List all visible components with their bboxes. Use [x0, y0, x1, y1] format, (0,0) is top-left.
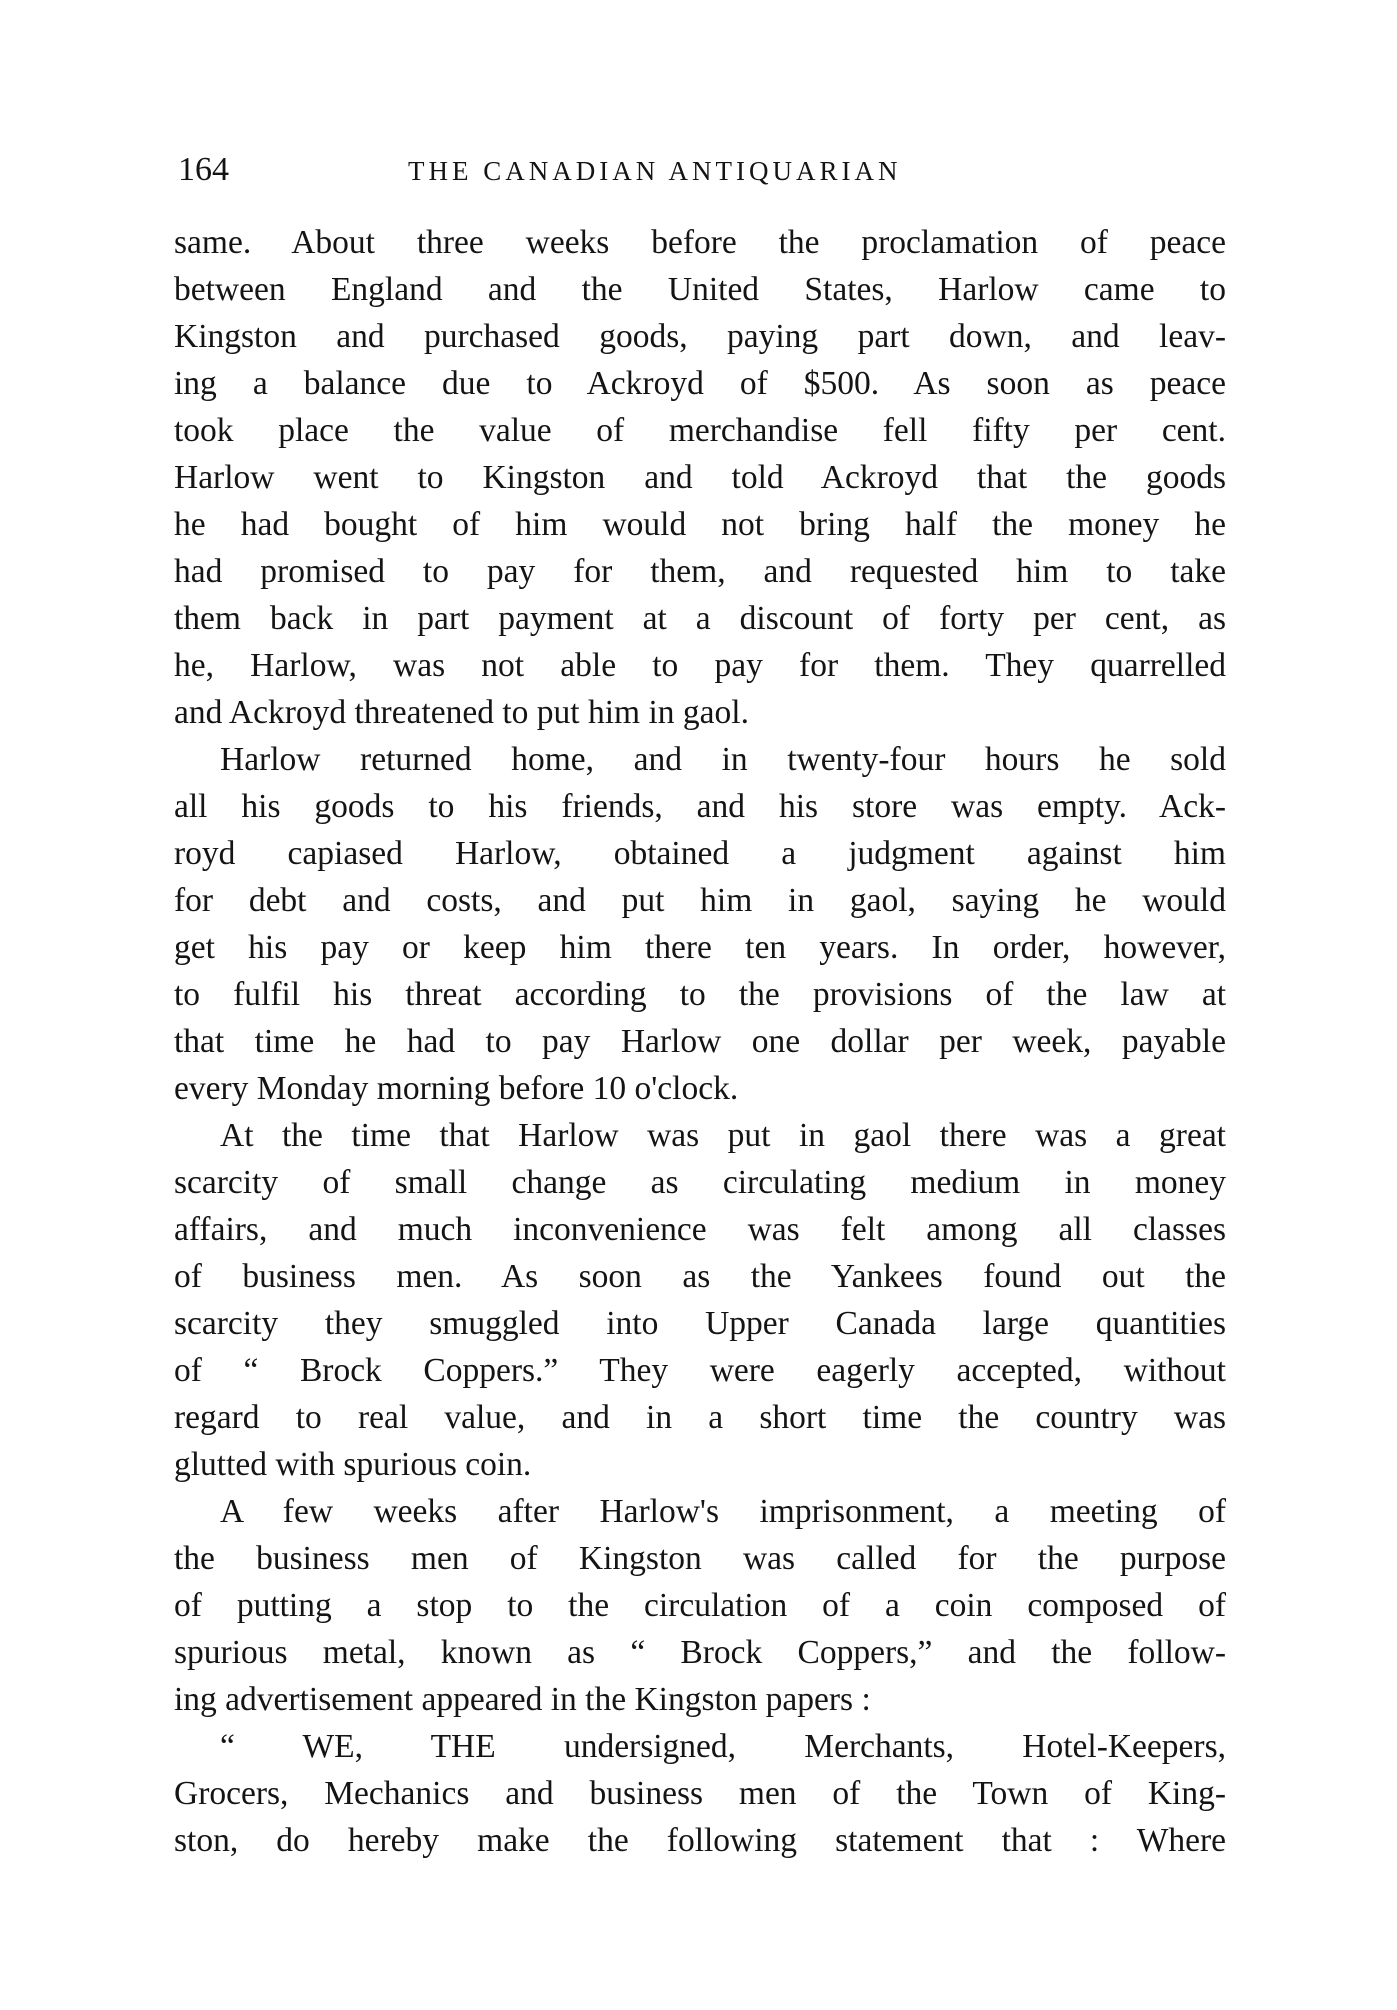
text-line: Kingston and purchased goods, paying part down, and leav-: [174, 318, 1226, 355]
page-number: 164: [178, 151, 229, 188]
text-line: of business men. As soon as the Yankees found out the: [174, 1258, 1226, 1295]
text-line: glutted with spurious coin.: [174, 1446, 532, 1483]
body-text: [174, 219, 1226, 1864]
text-line: ing a balance due to Ackroyd of $500. As soon as peace: [174, 365, 1226, 402]
text-line: get his pay or keep him there ten years. In order, however,: [174, 929, 1226, 966]
text-line: had promised to pay for them, and requested him to take: [174, 553, 1226, 590]
text-line: ston, do hereby make the following statement that : Where: [174, 1822, 1226, 1859]
text-line: that time he had to pay Harlow one dollar per week, payable: [174, 1023, 1226, 1060]
text-line: scarcity of small change as circulating medium in money: [174, 1164, 1226, 1201]
text-line: all his goods to his friends, and his store was empty. Ack-: [174, 788, 1226, 825]
text-line: of “ Brock Coppers.” They were eagerly accepted, without: [174, 1352, 1226, 1389]
running-head: [178, 150, 1228, 200]
text-line: them back in part payment at a discount of forty per cent, as: [174, 600, 1226, 637]
text-line: At the time that Harlow was put in gaol there was a great: [220, 1117, 1226, 1154]
journal-title: THE CANADIAN ANTIQUARIAN: [408, 156, 902, 186]
text-line: Grocers, Mechanics and business men of the Town of King-: [174, 1775, 1226, 1812]
text-line: regard to real value, and in a short time the country was: [174, 1399, 1226, 1436]
text-line: A few weeks after Harlow's imprisonment, a meeting of: [220, 1493, 1226, 1530]
text-line: Harlow returned home, and in twenty-four hours he sold: [220, 741, 1226, 778]
text-line: “ WE, THE undersigned, Merchants, Hotel-Keepers,: [220, 1728, 1226, 1765]
text-line: the business men of Kingston was called for the purpose: [174, 1540, 1226, 1577]
text-line: he, Harlow, was not able to pay for them. They quarrelled: [174, 647, 1226, 684]
text-line: affairs, and much inconvenience was felt among all classes: [174, 1211, 1226, 1248]
text-line: for debt and costs, and put him in gaol, saying he would: [174, 882, 1226, 919]
text-line: every Monday morning before 10 o'clock.: [174, 1070, 739, 1107]
text-line: of putting a stop to the circulation of a coin composed of: [174, 1587, 1226, 1624]
text-line: and Ackroyd threatened to put him in gaol.: [174, 694, 749, 731]
text-line: to fulfil his threat according to the provisions of the law at: [174, 976, 1226, 1013]
text-line: between England and the United States, Harlow came to: [174, 271, 1226, 308]
text-line: he had bought of him would not bring half the money he: [174, 506, 1226, 543]
text-line: scarcity they smuggled into Upper Canada large quantities: [174, 1305, 1226, 1342]
text-line: same. About three weeks before the proclamation of peace: [174, 224, 1226, 261]
text-line: Harlow went to Kingston and told Ackroyd that the goods: [174, 459, 1226, 496]
text-line: spurious metal, known as “ Brock Coppers,” and the follow-: [174, 1634, 1226, 1671]
text-line: royd capiased Harlow, obtained a judgment against him: [174, 835, 1226, 872]
text-line: took place the value of merchandise fell fifty per cent.: [174, 412, 1226, 449]
text-line: ing advertisement appeared in the Kingston papers :: [174, 1681, 871, 1718]
